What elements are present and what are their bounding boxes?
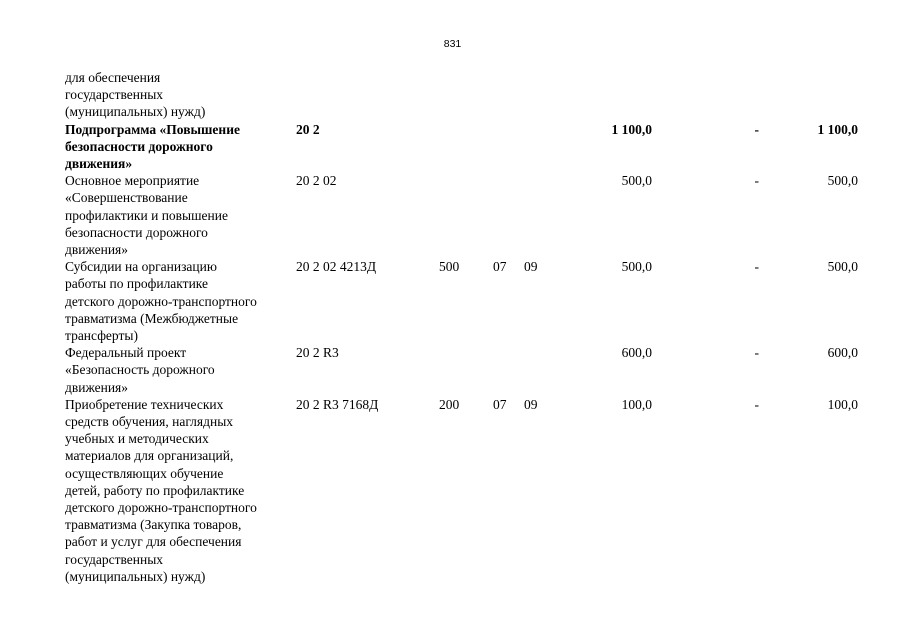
item-name-line: работы по профилактике xyxy=(65,276,209,292)
target-code-cell: 20 2 R3 7168Д xyxy=(296,396,379,412)
table-row xyxy=(65,258,865,344)
subsection-cell: 09 xyxy=(524,396,538,412)
item-name-line: детского дорожно-транспортного xyxy=(65,500,257,516)
item-name-line: травматизма (Закупка товаров, xyxy=(65,517,242,533)
item-name-line: материалов для организаций, xyxy=(65,448,234,464)
item-name-cell xyxy=(65,172,290,258)
approved-amount-cell: 1 100,0 xyxy=(611,121,652,137)
item-name-cell xyxy=(65,396,290,585)
item-name-line: осуществляющих обучение xyxy=(65,465,224,481)
item-name-cell xyxy=(65,69,290,121)
item-name-line: для обеспечения xyxy=(65,70,161,85)
final-amount-cell: 100,0 xyxy=(827,396,858,412)
item-name-line: движения» xyxy=(65,156,133,172)
item-name-line: «Совершенствование xyxy=(65,190,188,206)
approved-amount-cell: 500,0 xyxy=(621,173,652,189)
final-amount-cell: 1 100,0 xyxy=(817,121,858,137)
approved-amount-cell: 600,0 xyxy=(621,345,652,361)
item-name-line: движения» xyxy=(65,242,129,258)
expense-type-cell: 500 xyxy=(439,259,460,275)
change-amount-cell: - xyxy=(754,173,759,189)
expense-type-cell: 200 xyxy=(439,396,460,412)
item-name-line: работ и услуг для обеспечения xyxy=(65,534,242,550)
table-row xyxy=(65,121,865,173)
item-name-line: учебных и методических xyxy=(65,431,209,447)
item-name-line: Федеральный проект xyxy=(65,345,187,361)
item-name-cell xyxy=(65,344,290,396)
item-name-line: безопасности дорожного xyxy=(65,138,213,154)
item-name-line: травматизма (Межбюджетные xyxy=(65,310,239,326)
item-name-line: движения» xyxy=(65,379,129,395)
item-name-cell xyxy=(65,258,290,344)
final-amount-cell: 500,0 xyxy=(827,173,858,189)
table-row xyxy=(65,396,865,585)
item-name-cell xyxy=(65,121,290,173)
item-name-line: Подпрограмма «Повышение xyxy=(65,121,240,137)
approved-amount-cell: 100,0 xyxy=(621,396,652,412)
final-amount-cell: 500,0 xyxy=(827,259,858,275)
change-amount-cell: - xyxy=(754,345,759,361)
item-name-line: (муниципальных) нужд) xyxy=(65,568,206,584)
change-amount-cell: - xyxy=(754,396,759,412)
item-name-line: профилактики и повышение xyxy=(65,207,228,223)
section-cell: 07 xyxy=(493,396,507,412)
table-row xyxy=(65,69,865,121)
item-name-line: детей, работу по профилактике xyxy=(65,482,245,498)
item-name-line: средств обучения, наглядных xyxy=(65,414,234,430)
item-name-line: (муниципальных) нужд) xyxy=(65,104,206,120)
item-name-line: Основное мероприятие xyxy=(65,173,200,189)
change-amount-cell: - xyxy=(754,121,759,137)
item-name-line: детского дорожно-транспортного xyxy=(65,293,257,309)
target-code-cell: 20 2 R3 xyxy=(296,345,339,361)
target-code-cell: 20 2 02 4213Д xyxy=(296,259,377,275)
target-code-cell: 20 2 xyxy=(296,121,320,137)
subsection-cell: 09 xyxy=(524,259,538,275)
item-name-line: безопасности дорожного xyxy=(65,224,208,240)
approved-amount-cell: 500,0 xyxy=(621,259,652,275)
item-name-line: «Безопасность дорожного xyxy=(65,362,215,378)
item-name-line: трансферты) xyxy=(65,328,138,344)
table-row xyxy=(65,344,865,396)
section-cell: 07 xyxy=(493,259,507,275)
page-number: 831 xyxy=(443,38,462,50)
table-row xyxy=(65,172,865,258)
item-name-line: государственных xyxy=(65,87,164,103)
change-amount-cell: - xyxy=(754,259,759,275)
item-name-line: Приобретение технических xyxy=(65,396,224,412)
item-name-line: Субсидии на организацию xyxy=(65,259,217,275)
target-code-cell: 20 2 02 xyxy=(296,173,337,189)
budget-table xyxy=(65,69,865,585)
final-amount-cell: 600,0 xyxy=(827,345,858,361)
item-name-line: государственных xyxy=(65,551,164,567)
